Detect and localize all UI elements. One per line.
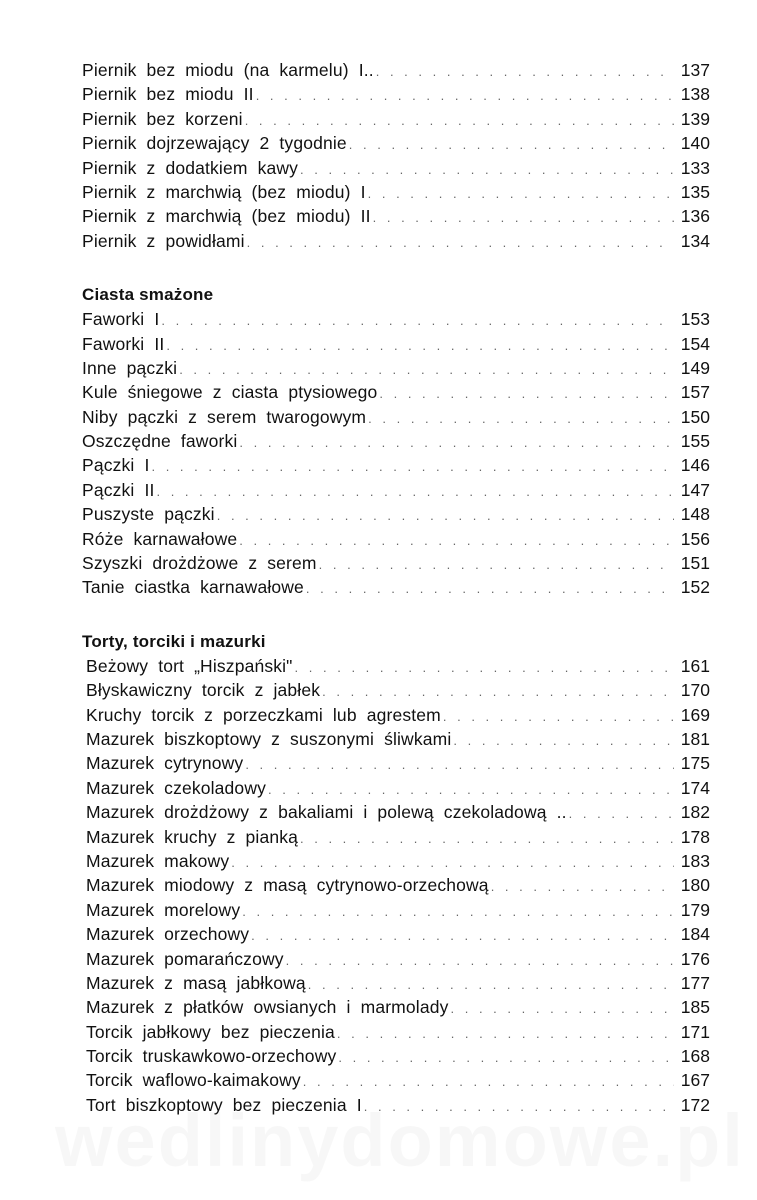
toc-entry	[82, 229, 710, 253]
entry-page-number: 153	[680, 309, 710, 330]
entry-title: Szyszki drożdżowe z serem	[82, 553, 317, 574]
toc-entry	[86, 654, 710, 678]
entry-page-number: 154	[680, 333, 710, 354]
toc-entry	[82, 429, 710, 453]
entry-page-number: 148	[680, 504, 710, 525]
entry-title: Mazurek czekoladowy	[86, 777, 267, 798]
dot-leader	[376, 60, 674, 84]
dot-leader	[256, 84, 674, 108]
entry-title: Róże karnawałowe	[82, 528, 238, 549]
dot-leader	[338, 1046, 674, 1070]
entry-page-number: 150	[680, 406, 710, 427]
entry-title: Pączki I	[82, 455, 150, 476]
entry-page-number: 170	[680, 680, 710, 701]
toc-entry	[86, 898, 710, 922]
dot-leader	[151, 455, 674, 479]
toc-entry	[86, 776, 710, 800]
dot-leader	[300, 158, 674, 182]
entry-title: Mazurek makowy	[86, 850, 230, 871]
toc-entry	[82, 575, 710, 599]
entry-page-number: 138	[680, 84, 710, 105]
entry-page-number: 179	[680, 899, 710, 920]
entry-title: Faworki I	[82, 309, 160, 330]
toc-entry	[86, 1044, 710, 1068]
entry-title: Tort biszkoptowy bez pieczenia I	[86, 1094, 362, 1115]
dot-leader	[251, 924, 674, 948]
entry-page-number: 135	[680, 181, 710, 202]
entry-page-number: 169	[680, 704, 710, 725]
entry-title: Inne pączki	[82, 357, 178, 378]
toc-entry	[86, 825, 710, 849]
entry-page-number: 151	[680, 553, 710, 574]
watermark-text	[55, 1098, 745, 1183]
entry-page-number: 168	[680, 1046, 710, 1067]
entry-title: Mazurek pomarańczowy	[86, 948, 284, 969]
section-torty-torciki-mazurki	[82, 630, 710, 1117]
entry-page-number: 177	[680, 972, 710, 993]
dot-leader	[569, 802, 674, 826]
dot-leader	[379, 382, 674, 406]
dot-leader	[156, 480, 674, 504]
dot-leader	[166, 334, 674, 358]
toc-entry	[82, 131, 710, 155]
entry-title: Mazurek drożdżowy z bakaliami i polewą czekoladową ..	[86, 802, 567, 823]
entry-title: Piernik bez miodu (na karmelu) I..	[82, 60, 374, 80]
toc-entry	[82, 82, 710, 106]
table-of-contents	[82, 58, 710, 1117]
entry-page-number: 174	[680, 777, 710, 798]
entry-title: Tanie ciastka karnawałowe	[82, 577, 304, 598]
entry-title: Mazurek cytrynowy	[86, 753, 244, 774]
entry-page-number: 178	[680, 826, 710, 847]
dot-leader	[349, 133, 674, 157]
dot-leader	[239, 431, 674, 455]
dot-leader	[245, 753, 674, 777]
toc-entry	[82, 478, 710, 502]
dot-leader	[247, 231, 674, 255]
entry-title: Torcik waflowo-kaimakowy	[86, 1070, 301, 1091]
toc-entry	[82, 527, 710, 551]
entry-page-number: 180	[680, 875, 710, 896]
entry-title: Błyskawiczny torcik z jabłek	[86, 680, 321, 701]
dot-leader	[217, 504, 674, 528]
toc-entry	[82, 156, 710, 180]
entry-page-number: 183	[680, 850, 710, 871]
dot-leader	[337, 1022, 674, 1046]
toc-entry	[82, 307, 710, 331]
section-ciasta-smazone	[82, 283, 710, 600]
entry-page-number: 182	[680, 802, 710, 823]
entry-page-number: 139	[680, 108, 710, 129]
dot-leader	[303, 1070, 674, 1094]
entry-page-number: 134	[680, 230, 710, 251]
dot-leader	[368, 407, 674, 431]
entry-page-number: 175	[680, 753, 710, 774]
entry-page-number: 140	[680, 133, 710, 154]
entry-title: Piernik bez korzeni	[82, 108, 243, 129]
toc-entry	[86, 800, 710, 824]
dot-leader	[368, 182, 674, 206]
dot-leader	[286, 949, 674, 973]
dot-leader	[245, 109, 674, 133]
dot-leader	[300, 827, 674, 851]
entry-title: Piernik z powidłami	[82, 230, 245, 251]
entry-title: Mazurek z masą jabłkową	[86, 972, 306, 993]
entry-page-number: 137	[680, 60, 710, 80]
entry-page-number: 157	[680, 382, 710, 403]
toc-entry	[86, 849, 710, 873]
section-pierniki	[82, 58, 710, 253]
dot-leader	[268, 778, 674, 802]
toc-entry	[82, 551, 710, 575]
entry-page-number: 185	[680, 997, 710, 1018]
dot-leader	[308, 973, 674, 997]
toc-entry	[86, 873, 710, 897]
entry-page-number: 167	[680, 1070, 710, 1091]
entry-page-number: 156	[680, 528, 710, 549]
toc-entry	[86, 1020, 710, 1044]
toc-entry	[86, 678, 710, 702]
entry-title: Piernik dojrzewający 2 tygodnie	[82, 133, 347, 154]
dot-leader	[161, 309, 674, 333]
entry-page-number: 171	[680, 1021, 710, 1042]
toc-entry	[86, 727, 710, 751]
toc-entry	[82, 332, 710, 356]
dot-leader	[239, 529, 674, 553]
entry-title: Mazurek morelowy	[86, 899, 241, 920]
toc-entry	[82, 453, 710, 477]
entry-page-number: 172	[680, 1094, 710, 1115]
toc-entry	[86, 1068, 710, 1092]
dot-leader	[453, 729, 674, 753]
dot-leader	[231, 851, 674, 875]
entry-title: Torcik truskawkowo-orzechowy	[86, 1046, 337, 1067]
dot-leader	[179, 358, 674, 382]
entry-page-number: 152	[680, 577, 710, 598]
entry-title: Pączki II	[82, 479, 155, 500]
dot-leader	[322, 680, 674, 704]
toc-entry	[82, 502, 710, 526]
dot-leader	[373, 206, 674, 230]
dot-leader	[242, 900, 674, 924]
section-heading: Ciasta smażone	[82, 285, 214, 305]
entry-page-number: 149	[680, 357, 710, 378]
entry-page-number: 155	[680, 431, 710, 452]
entry-title: Beżowy tort „Hiszpański"	[86, 655, 293, 676]
toc-entry	[82, 58, 710, 82]
toc-entry	[86, 995, 710, 1019]
entry-title: Piernik z dodatkiem kawy	[82, 157, 299, 178]
entry-page-number: 161	[680, 655, 710, 676]
section-heading: Torty, torciki i mazurki	[82, 631, 266, 651]
entry-title: Mazurek kruchy z pianką	[86, 826, 299, 847]
entry-page-number: 133	[680, 157, 710, 178]
toc-entry	[86, 971, 710, 995]
entry-title: Torcik jabłkowy bez pieczenia	[86, 1021, 335, 1042]
entry-title: Kule śniegowe z ciasta ptysiowego	[82, 382, 378, 403]
entry-title: Oszczędne faworki	[82, 431, 238, 452]
entry-title: Mazurek biszkoptowy z suszonymi śliwkami	[86, 728, 452, 749]
dot-leader	[295, 656, 674, 680]
dot-leader	[319, 553, 674, 577]
entry-title: Kruchy torcik z porzeczkami lub agrestem	[86, 704, 441, 725]
toc-entry	[82, 380, 710, 404]
toc-entry	[86, 703, 710, 727]
entry-title: Faworki II	[82, 333, 165, 354]
entry-title: Mazurek z płatków owsianych i marmolady	[86, 997, 449, 1018]
entry-page-number: 184	[680, 924, 710, 945]
entry-title: Puszyste pączki	[82, 504, 215, 525]
toc-entry	[82, 405, 710, 429]
entry-page-number: 146	[680, 455, 710, 476]
dot-leader	[443, 705, 674, 729]
toc-entry	[82, 204, 710, 228]
entry-title: Niby pączki z serem twarogowym	[82, 406, 367, 427]
entry-title: Mazurek orzechowy	[86, 924, 250, 945]
entry-title: Piernik z marchwią (bez miodu) II	[82, 206, 371, 227]
entry-page-number: 147	[680, 479, 710, 500]
entry-title: Piernik z marchwią (bez miodu) I	[82, 181, 366, 202]
toc-entry	[82, 107, 710, 131]
entry-title: Piernik bez miodu II	[82, 84, 254, 105]
entry-page-number: 176	[680, 948, 710, 969]
entry-page-number: 136	[680, 206, 710, 227]
dot-leader	[451, 997, 675, 1021]
dot-leader	[491, 875, 674, 899]
toc-entry	[82, 180, 710, 204]
toc-entry	[86, 947, 710, 971]
entry-title: Mazurek miodowy z masą cytrynowo-orzechową	[86, 875, 489, 896]
toc-entry	[86, 751, 710, 775]
toc-entry	[82, 356, 710, 380]
toc-entry	[86, 922, 710, 946]
entry-page-number: 181	[680, 728, 710, 749]
dot-leader	[306, 577, 674, 601]
